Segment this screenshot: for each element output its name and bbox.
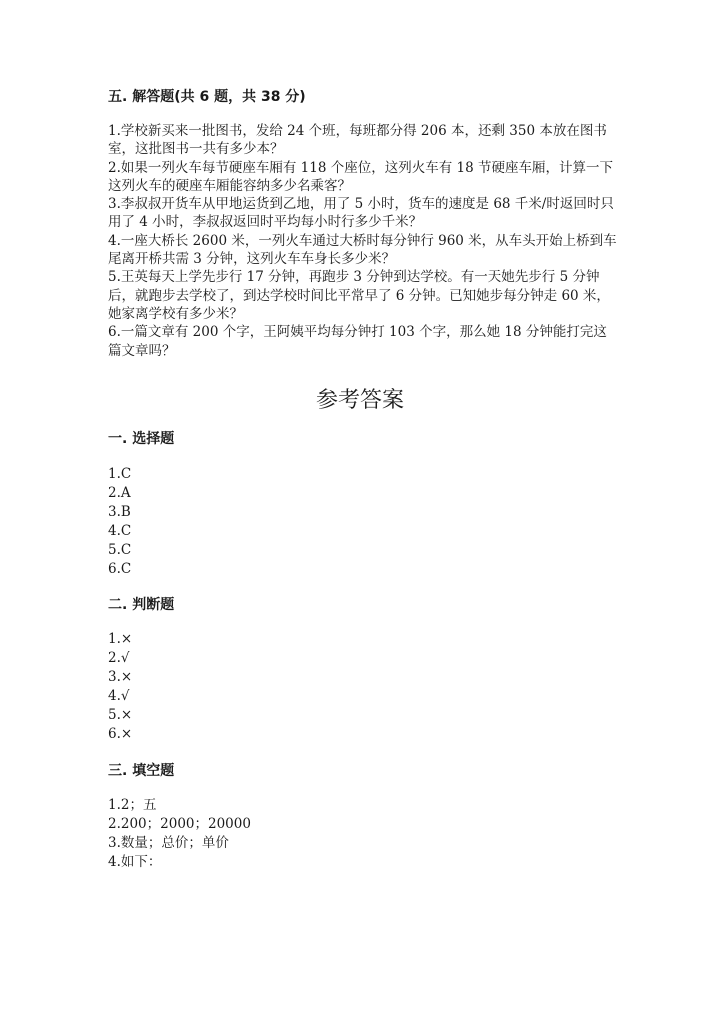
judge-answer-list (108, 630, 132, 744)
problem-item: 4.一座大桥长 2600 米，一列火车通过大桥时每分钟行 960 米，从车头开始上桥到车尾离开桥共需 3 分钟，这列火车车身长多少米？ (108, 232, 617, 268)
answer-key-title: 参考答案 (315, 388, 404, 413)
problem-list (108, 122, 618, 360)
answer-item: 3.B (108, 504, 131, 520)
answer-item: 6.C (108, 561, 132, 577)
answer-item: 3.× (108, 669, 133, 685)
choice-answer-list (108, 465, 131, 579)
answer-item: 4.√ (108, 688, 130, 704)
fill-answer-list (108, 796, 251, 872)
answer-item: 2.200；2000；20000 (108, 816, 251, 832)
problem-item: 6.一篇文章有 200 个字，王阿姨平均每分钟打 103 个字，那么她 18 分钟能打完这篇文章吗？ (108, 324, 607, 359)
problem-item: 1.学校新买来一批图书，发给 24 个班，每班都分得 206 本，还剩 350 本放在图书室，这批图书一共有多少本？ (108, 123, 607, 158)
answer-item: 2.A (108, 485, 131, 501)
answer-item: 6.× (108, 726, 133, 742)
answer-item: 3.数量；总价；单价 (108, 835, 229, 851)
answer-item: 5.C (108, 542, 132, 558)
answer-item: 5.× (108, 707, 133, 723)
answer-item: 1.× (108, 631, 133, 647)
section-heading-judge: 二. 判断题 (108, 597, 175, 613)
answer-item: 1.2；五 (108, 797, 157, 813)
problem-item: 5.王英每天上学先步行 17 分钟，再跑步 3 分钟到达学校。有一天她先步行 5 分钟后，就跑步去学校了，到达学校时间比平常早了 6 分钟。已知她步每分钟走 60 米，她家离学校有多少米？ (108, 269, 610, 322)
answer-item: 4.如下： (108, 854, 162, 870)
answer-item: 2.√ (108, 650, 130, 666)
problem-item: 3.李叔叔开货车从甲地运货到乙地，用了 5 小时，货车的速度是 68 千米/时返回时只用了 4 小时，李叔叔返回时平均每小时行多少千米？ (108, 196, 614, 231)
answer-item: 1.C (108, 466, 132, 482)
answer-item: 4.C (108, 523, 132, 539)
problem-item: 2.如果一列火车每节硬座车厢有 118 个座位，这列火车有 18 节硬座车厢，计算一下这列火车的硬座车厢能容纳多少名乘客？ (108, 159, 613, 194)
section-heading-problems: 五. 解答题(共 6 题，共 38 分) (108, 89, 306, 105)
section-heading-fill: 三. 填空题 (108, 763, 175, 779)
section-heading-choice: 一. 选择题 (108, 431, 175, 447)
